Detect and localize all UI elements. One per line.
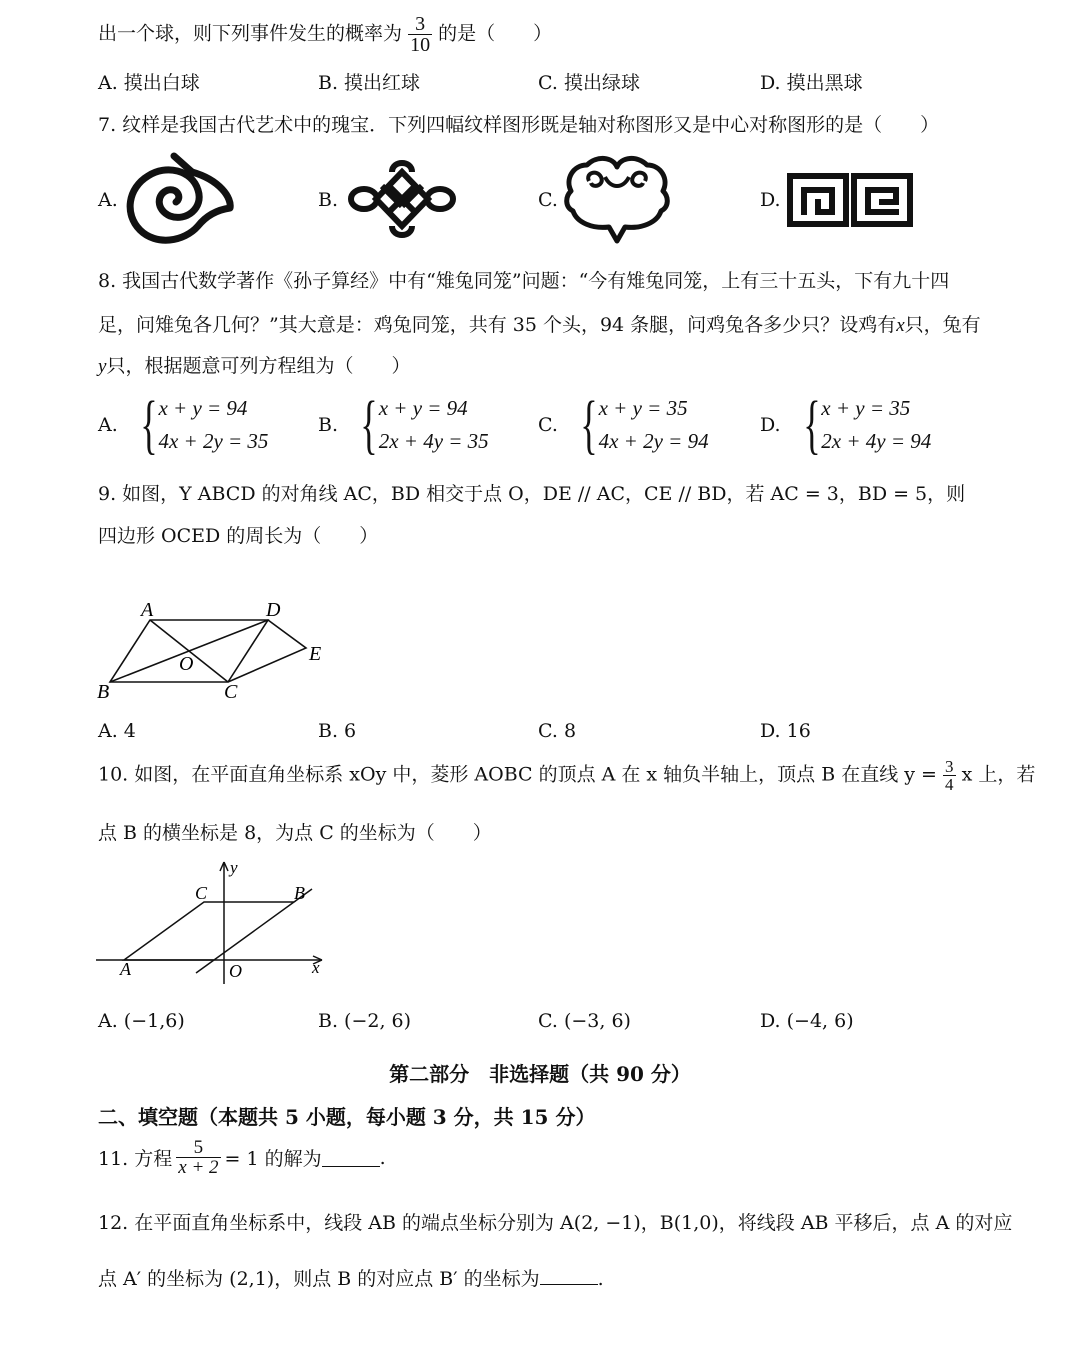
q12-line2-text: 点 A′ 的坐标为 (2,1)，则点 B 的对应点 B′ 的坐标为 [98,1268,540,1290]
q10-option-b: B. (−2, 6) [318,1010,412,1032]
q8-option-a-label: A. [98,414,118,436]
q9-option-c: C. 8 [538,720,577,742]
q7-stem: 7. 纹样是我国古代艺术中的瑰宝．下列四幅纹样图形既是轴对称图形又是中心对称图形的是（ ） [98,114,940,136]
q6-frac-num: 3 [408,14,432,35]
label-c: C [224,681,238,703]
q8-var-y: y [98,356,107,377]
q8-a-eq2: 4x + 2y = 35 [158,429,269,453]
q9-option-b: B. 6 [318,720,357,742]
label-d: D [266,599,281,621]
q8-line2-pre: 足，问雉兔各几何？”其大意是：鸡兔同笼，共有 35 个头，94 条腿，问鸡兔各多少只？设鸡有 [98,314,897,336]
q9-option-a: A. 4 [98,720,136,742]
q8-b-eq1: x + y = 94 [378,396,468,420]
q6-fraction [408,14,432,55]
q8-line2 [98,310,981,337]
ruyi-cloud-pattern-icon [563,153,671,245]
q11-fraction [176,1138,220,1177]
q11 [98,1138,386,1177]
q8-c-eq2: 4x + 2y = 94 [598,429,709,453]
q10-frac-den: 4 [945,775,954,794]
chinese-knot-pattern-icon [346,156,458,242]
q12-line2 [98,1264,604,1291]
q9-option-d: D. 16 [760,720,811,742]
q8-line2-post: 只，兔有 [904,314,981,336]
q6-option-b: B. 摸出红球 [318,72,421,94]
q6-stem [98,14,552,55]
q8-c-eq1: x + y = 35 [598,396,688,420]
label-a: A [120,959,131,979]
q7-label-d: D. [760,189,781,211]
q11-post: = 1 的解为 [224,1148,322,1170]
brace-icon: { [360,388,378,461]
label-e: E [309,643,322,665]
q11-pre: 11. 方程 [98,1148,173,1170]
q8-a-eq1: x + y = 94 [158,396,248,420]
q6-stem-post: 的是（ ） [438,22,553,45]
q10-fraction [943,758,956,793]
q11-answer-blank[interactable] [322,1148,380,1167]
label-y-axis: y [230,858,238,877]
q8-option-c-label: C. [538,414,558,436]
section-title-fill-blank: 二、填空题（本题共 5 小题，每小题 3 分，共 15 分） [98,1105,596,1129]
q11-end: . [379,1146,386,1169]
q9-line2: 四边形 OCED 的周长为（ ） [98,525,379,547]
q9-line1: 9. 如图，Y ABCD 的对角线 AC，BD 相交于点 O，DE // AC，CE // BD，若 AC = 3，BD = 5，则 [98,483,966,505]
q10-option-d: D. (−4, 6) [760,1010,854,1032]
label-a: A [141,599,154,621]
key-fret-pattern-icon [786,172,914,228]
label-c: C [195,883,208,903]
q10-line1-pre: 10. 如图，在平面直角坐标系 xOy 中，菱形 AOBC 的顶点 A 在 x 轴负半轴上，顶点 B 在直线 y = [98,763,937,786]
brace-icon: { [140,388,158,461]
label-o: O [229,961,242,981]
q7-label-a: A. [98,189,118,211]
q10-option-c: C. (−3, 6) [538,1010,631,1032]
q8-option-a [98,388,269,461]
q6-frac-den: 10 [410,34,431,56]
q11-frac-num: 5 [176,1138,220,1158]
q8-var-x: x [896,315,905,336]
q8-line3 [98,351,410,378]
q8-d-eq2: 2x + 4y = 94 [821,429,932,453]
q12-end: . [597,1268,604,1290]
label-o: O [179,653,194,675]
q6-option-a: A. 摸出白球 [98,72,200,94]
q8-b-eq2: 2x + 4y = 35 [378,429,489,453]
q6-option-c: C. 摸出绿球 [538,72,640,94]
q10-option-a: A. (−1,6) [98,1010,185,1032]
q12-line1: 12. 在平面直角坐标系中，线段 AB 的端点坐标分别为 A(2, −1)，B(1,0)，将线段 AB 平移后，点 A 的对应 [98,1212,1013,1234]
q8-option-b [318,388,489,461]
q8-option-d [760,388,932,461]
brace-icon: { [580,388,598,461]
part2-title: 第二部分 非选择题（共 90 分） [389,1062,691,1086]
q10-line1 [98,758,1035,793]
q9-parallelogram-figure [90,596,340,708]
label-b: B [97,681,110,703]
q7-label-c: C. [538,189,558,211]
q6-stem-pre: 出一个球，则下列事件发生的概率为 [98,22,403,45]
label-x-axis: x [312,958,320,977]
q7-label-b: B. [318,189,339,211]
q8-d-eq1: x + y = 35 [821,396,911,420]
q8-option-d-label: D. [760,414,781,436]
q8-option-b-label: B. [318,414,339,436]
q11-frac-den: x + 2 [178,1157,219,1178]
spiral-cloud-pattern-icon [122,150,238,248]
q6-option-d: D. 摸出黑球 [760,72,863,94]
q8-line1: 8. 我国古代数学著作《孙子算经》中有“雉兔同笼”问题：“今有雉兔同笼，上有三十五头，下有九十四 [98,270,950,292]
q10-line1-post: x 上，若 [961,763,1036,786]
q10-rhombus-figure [94,856,334,986]
q8-option-c [538,388,709,461]
q10-line2: 点 B 的横坐标是 8，为点 C 的坐标为（ ） [98,822,492,844]
q12-answer-blank[interactable] [540,1266,598,1285]
q8-line3-text: 只，根据题意可列方程组为（ ） [106,355,411,377]
q10-frac-num: 3 [945,757,954,776]
brace-icon: { [802,388,821,461]
label-b: B [294,883,305,903]
